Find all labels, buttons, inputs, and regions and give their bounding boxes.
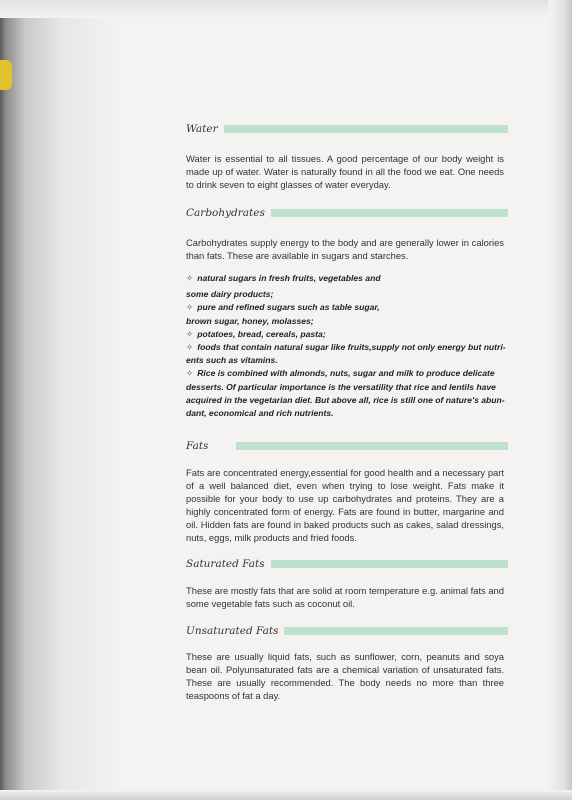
fats-heading-label: Fats — [186, 440, 209, 452]
fats-heading-bar — [236, 442, 508, 450]
page-bottom-edge — [0, 790, 572, 800]
carbohydrates-heading — [186, 206, 508, 220]
carbohydrates-list — [186, 272, 504, 420]
carbohydrates-list-line — [186, 341, 504, 354]
carbohydrates-list-line — [186, 367, 504, 380]
unsaturated-fats-paragraph: These are usually liquid fats, such as sunflower, corn, peanuts and soya bean oil. Polyunsaturated fats are a chemical variation of unsaturated fats. These are usually recommended. The body needs no more than three teaspoons of fat a day. — [186, 651, 504, 701]
carbohydrates-list-line — [186, 328, 504, 341]
yellow-page-mark — [0, 60, 12, 90]
carbohydrates-list-line — [186, 394, 504, 407]
carbohydrates-heading-bar — [271, 209, 508, 217]
diamond-bullet-icon: ✧ — [186, 342, 194, 353]
carbohydrates-list-text: Rice is combined with almonds, nuts, sugar and milk to produce delicate — [197, 368, 495, 379]
carbohydrates-list-text: some dairy products; — [186, 289, 274, 300]
saturated-fats-paragraph: These are mostly fats that are solid at room temperature e.g. animal fats and some vegetable fats such as coconut oil. — [186, 585, 504, 609]
water-heading — [186, 122, 508, 136]
diamond-bullet-icon: ✧ — [186, 302, 194, 313]
diamond-bullet-icon: ✧ — [186, 368, 194, 379]
carbohydrates-list-text: pure and refined sugars such as table sugar, — [197, 302, 380, 313]
carbohydrates-list-line — [186, 315, 504, 328]
carbohydrates-list-line — [186, 381, 504, 394]
page-binding-shadow — [0, 0, 120, 800]
carbohydrates-list-text: foods that contain natural sugar like fruits,supply not only energy but nutri- — [197, 342, 506, 353]
saturated-fats-heading — [186, 557, 508, 571]
carbohydrates-heading-label: Carbohydrates — [186, 207, 265, 219]
unsaturated-fats-heading-bar — [284, 627, 508, 635]
carbohydrates-list-line — [186, 407, 504, 420]
carbohydrates-list-text: ents such as vitamins. — [186, 355, 278, 366]
carbohydrates-list-line — [186, 354, 504, 367]
page-right-edge — [548, 0, 572, 800]
carbohydrates-list-text: desserts. Of particular importance is the versatility that rice and lentils have — [186, 381, 496, 392]
fats-paragraph: Fats are concentrated energy,essential for good health and a necessary part of a well balanced diet, even when trying to lose weight. Fats make it possible for your body to use up carbohydrates and proteins. They are a highly concentrated form of energy. Fats are found in butter, margarine and oil. Hidden fats are found in baked products such as cakes, salad dressings, nuts, eggs, milk products and fried foods. — [186, 467, 504, 543]
carbohydrates-list-line — [186, 301, 504, 314]
carbohydrates-paragraph: Carbohydrates supply energy to the body and are generally lower in calories than fats. These are available in sugars and starches. — [186, 237, 504, 261]
water-paragraph: Water is essential to all tissues. A good percentage of our body weight is made up of water. Water is naturally found in all the food we eat. One needs to drink seven to eight glasses of water everyday. — [186, 153, 504, 190]
carbohydrates-list-text: natural sugars in fresh fruits, vegetables and — [197, 273, 381, 283]
diamond-bullet-icon: ✧ — [186, 273, 194, 283]
water-heading-bar — [224, 125, 508, 133]
carbohydrates-list-text: brown sugar, honey, molasses; — [186, 315, 314, 326]
carbohydrates-list-text: dant, economical and rich nutrients. — [186, 408, 334, 419]
unsaturated-fats-heading-label: Unsaturated Fats — [186, 625, 279, 637]
carbohydrates-list-text: acquired in the vegetarian diet. But above all, rice is still one of nature's abun- — [186, 394, 505, 405]
page-top-edge — [0, 0, 572, 18]
saturated-fats-heading-bar — [271, 560, 508, 568]
diamond-bullet-icon: ✧ — [186, 328, 194, 339]
carbohydrates-list-line — [186, 288, 504, 301]
carbohydrates-list-line — [186, 272, 504, 285]
saturated-fats-heading-label: Saturated Fats — [186, 558, 265, 570]
fats-heading — [186, 439, 508, 453]
carbohydrates-list-text: potatoes, bread, cereals, pasta; — [197, 328, 326, 339]
water-heading-label: Water — [186, 123, 218, 135]
unsaturated-fats-heading — [186, 624, 508, 638]
